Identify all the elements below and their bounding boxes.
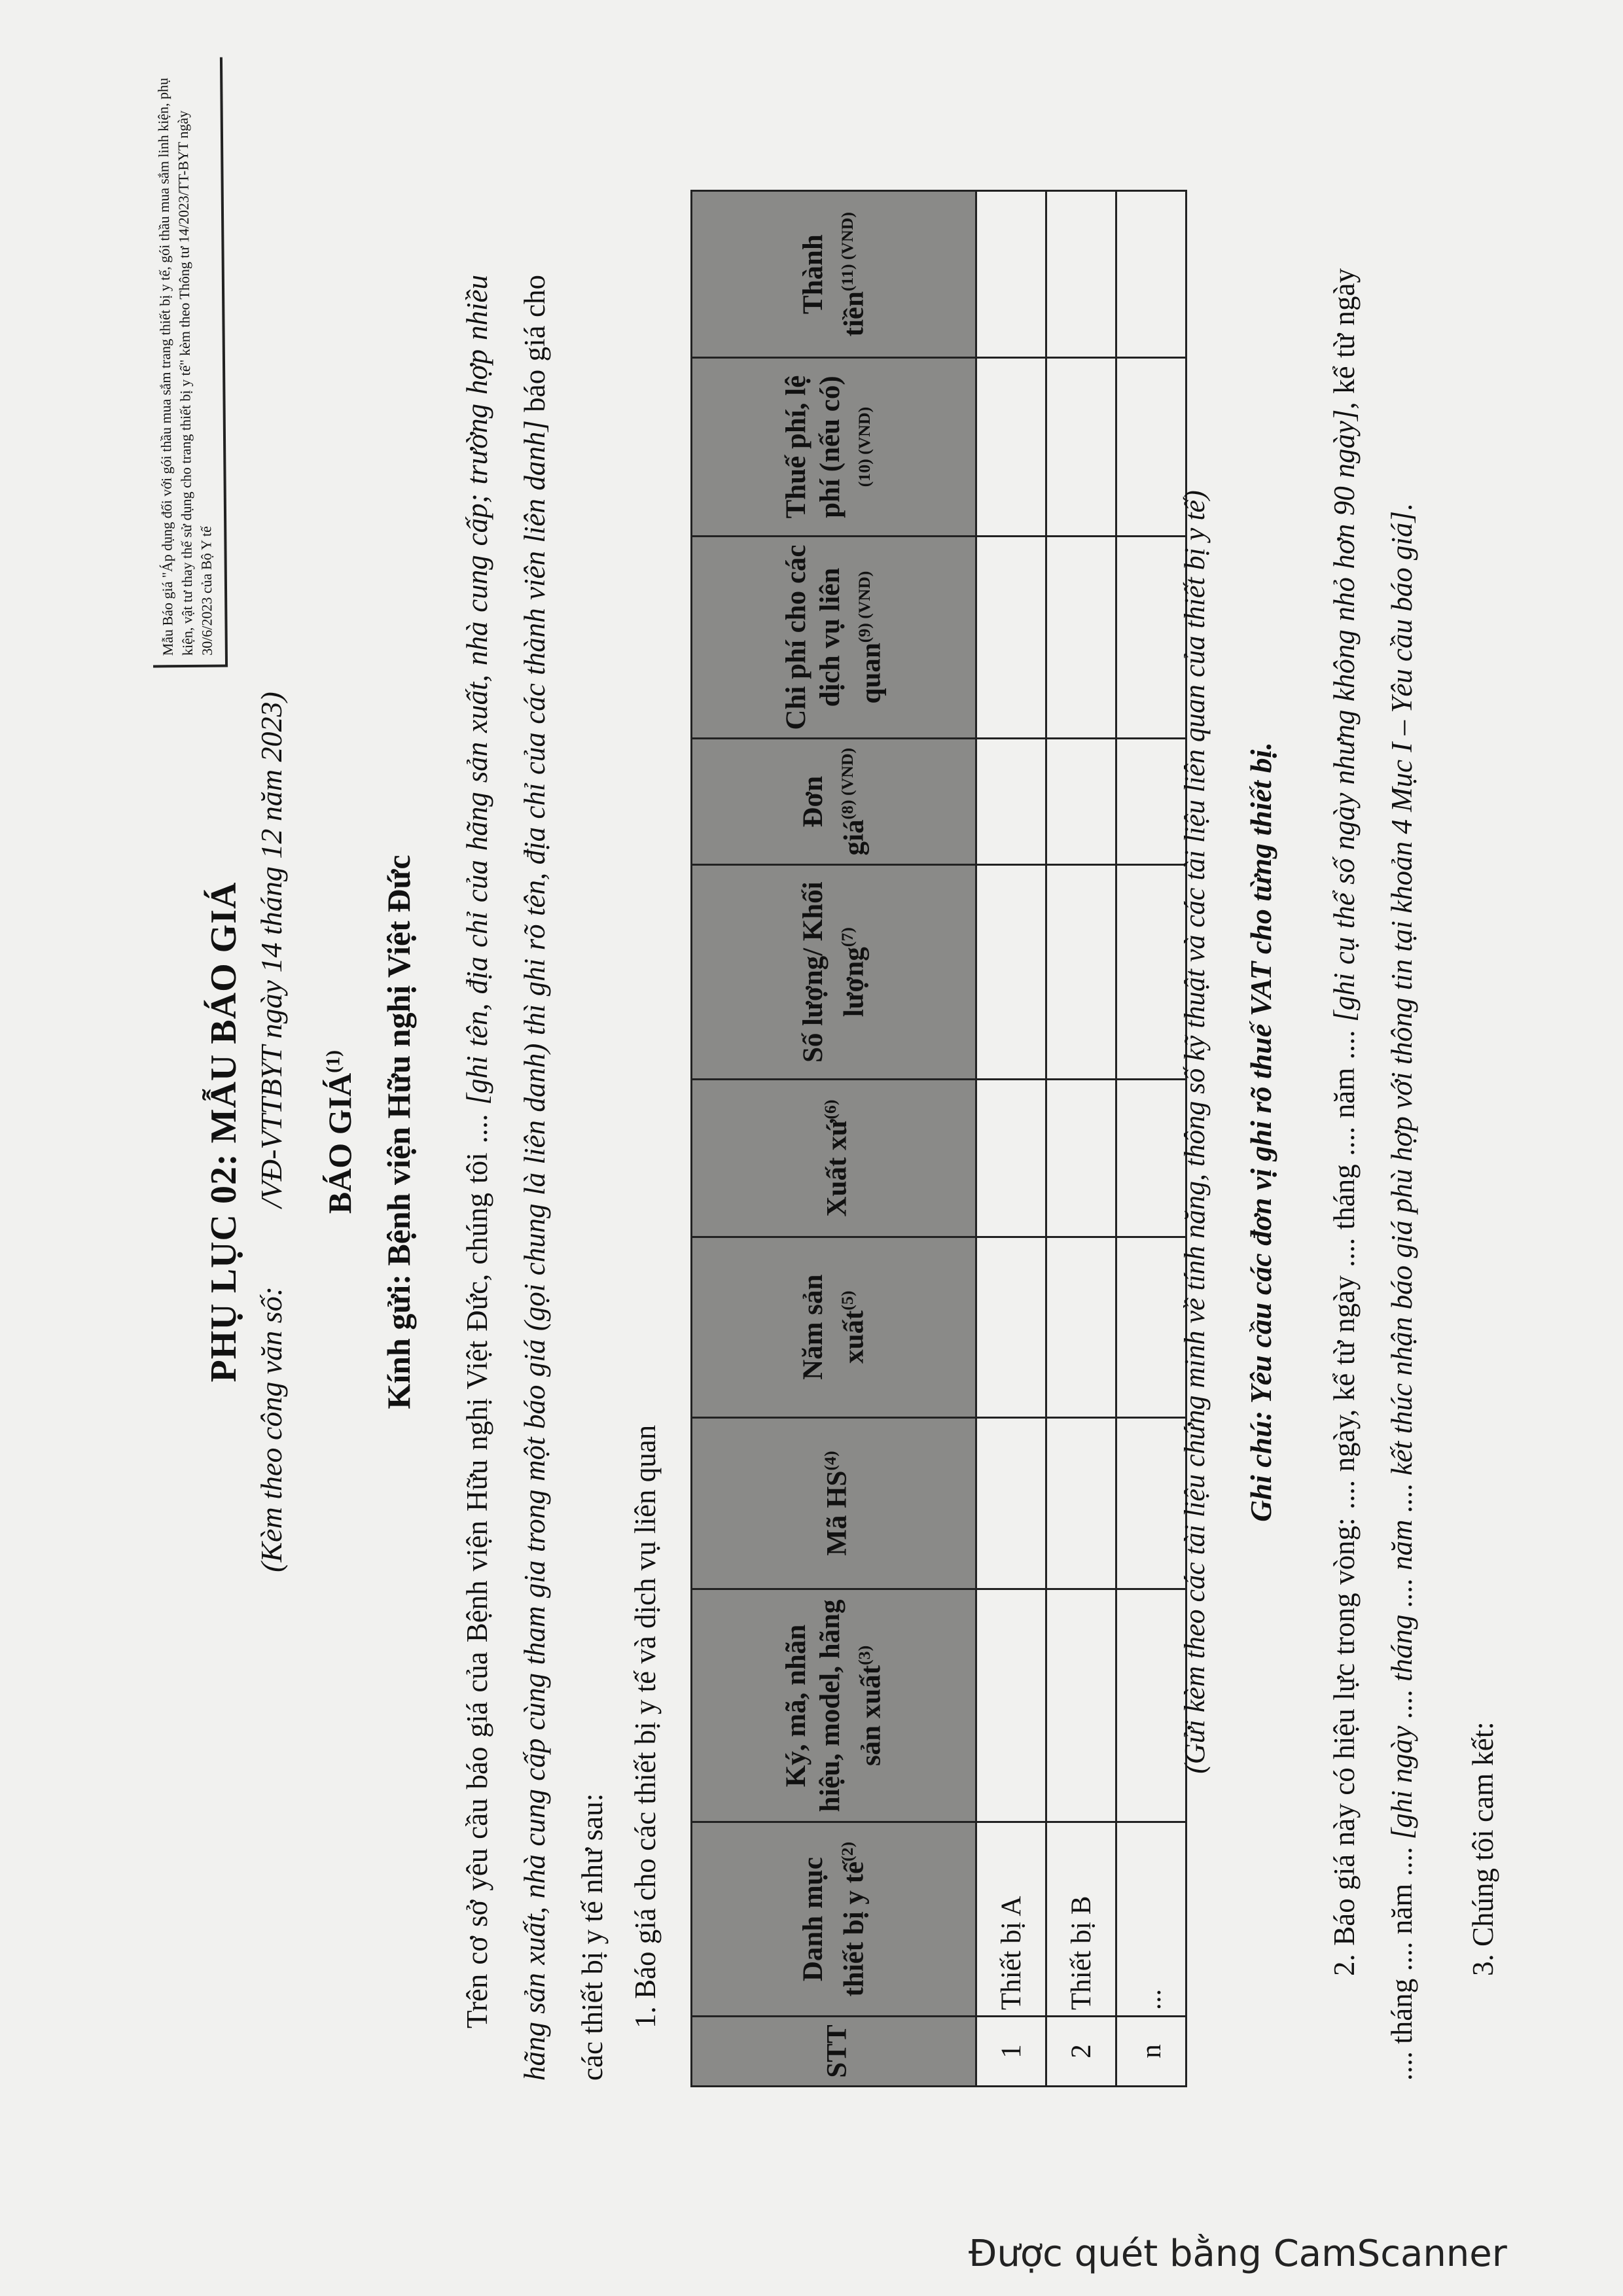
document-sheet	[105, 52, 1610, 2212]
table-header-cell	[692, 2017, 976, 2087]
empty-cell	[976, 1417, 1046, 1589]
table-header-cell	[692, 1822, 976, 2017]
empty-cell	[1046, 1237, 1116, 1417]
empty-cell	[1046, 865, 1116, 1080]
header-footnote: (11) (VND)	[837, 212, 857, 292]
table-header-cell	[692, 191, 976, 358]
intro-paragraph	[448, 275, 621, 2081]
header-footnote: (4)	[820, 1451, 840, 1471]
header-footnote: (3)	[854, 1645, 874, 1665]
subtitle-left: (Kèm theo công văn số:	[255, 1286, 288, 1572]
intro-end: báo giá cho các thiết bị y tế như sau:	[518, 275, 609, 2081]
header-label: Mã HS	[821, 1470, 853, 1556]
section-1-heading: 1. Báo giá cho các thiết bị y tế và dịch vụ liên quan	[629, 1424, 662, 2028]
table-row	[1116, 191, 1186, 2087]
row-number: 1	[976, 2017, 1046, 2087]
table-header-cell	[692, 865, 976, 1080]
empty-cell	[1116, 865, 1186, 1080]
empty-cell	[976, 1080, 1046, 1237]
commitment-heading: 3. Chúng tôi cam kết:	[1467, 1722, 1499, 1976]
empty-cell	[1046, 191, 1116, 358]
form-note-text: Mẫu Báo giá "Áp dụng đối với gói thầu mua sắm trang thiết bị y tế, gói thầu mua sắm linh kiện, phụ kiện, vật tư thay thế sử dụng cho trang thiết bị y tế" kèm theo Thông tư 14/2023/TT-BYT ngày 30/6/2023 của Bộ Y tế	[154, 77, 215, 656]
document-subtitle	[254, 52, 289, 2212]
table-row	[1046, 191, 1116, 2087]
empty-cell	[1046, 1417, 1116, 1589]
header-label: Ký, mã, nhãn hiệu, model, hãng sản xuất	[780, 1599, 887, 1812]
header-footnote: (7)	[837, 927, 857, 947]
header-label: Chi phí cho các dịch vụ liên quan	[780, 544, 887, 730]
row-number: 2	[1046, 2017, 1116, 2087]
quote-table	[690, 190, 1187, 2087]
document-title: PHỤ LỤC 02: MẪU BÁO GIÁ	[204, 881, 244, 1383]
table-header-cell	[692, 1080, 976, 1237]
empty-cell	[1116, 536, 1186, 739]
empty-cell	[1116, 1080, 1186, 1237]
validity-end: .	[1385, 503, 1418, 511]
empty-cell	[1116, 1589, 1186, 1822]
empty-cell	[976, 191, 1046, 358]
validity-italic-1: [ghi cụ thể số ngày nhưng không nhỏ hơn 90 ngày]	[1328, 409, 1361, 1022]
empty-cell	[1046, 536, 1116, 739]
empty-cell	[976, 358, 1046, 536]
empty-cell	[1046, 1589, 1116, 1822]
empty-cell	[1116, 1237, 1186, 1417]
vat-note: Ghi chú: Yêu cầu các đơn vị ghi rõ thuế VAT cho từng thiết bị.	[1244, 742, 1277, 1522]
row-number: n	[1116, 2017, 1186, 2087]
header-label: Thành tiền	[797, 234, 870, 337]
recipient-line: Kính gửi: Bệnh viện Hữu nghị Việt Đức	[380, 855, 417, 1409]
header-label: Danh mục thiết bị y tế	[797, 1857, 870, 1997]
heading-text: BÁO GIÁ	[321, 1072, 358, 1214]
empty-cell	[1116, 1417, 1186, 1589]
empty-cell	[1046, 739, 1116, 865]
header-footnote: (8) (VND)	[837, 747, 857, 820]
intro-italic: [ghi tên, địa chỉ của hãng sản xuất, nhà cung cấp; trường hợp nhiều hãng sản xuất, nhà cung cấp cùng tham gia trong một báo giá (gọi chung là liên danh) thì ghi rõ tên, địa chỉ của các thành viên liên danh]	[461, 275, 551, 2081]
empty-cell	[976, 536, 1046, 739]
empty-cell	[1046, 358, 1116, 536]
header-footnote: (10) (VND)	[854, 406, 874, 487]
header-footnote: (9) (VND)	[854, 571, 874, 643]
header-footnote: (2)	[837, 1841, 857, 1862]
table-header-cell	[692, 536, 976, 739]
header-footnote: (6)	[820, 1099, 840, 1120]
subtitle-right: /VĐ-VTTBYT ngày 14 tháng 12 năm 2023)	[255, 692, 288, 1208]
table-row	[976, 191, 1046, 2087]
empty-cell	[976, 1589, 1046, 1822]
heading-footnote: (1)	[322, 1050, 344, 1073]
device-name: ...	[1116, 1822, 1186, 2017]
table-header-cell	[692, 1237, 976, 1417]
validity-plain-2: , kể từ ngày .... tháng .... năm ....	[1328, 268, 1418, 2081]
device-name: Thiết bị A	[976, 1822, 1046, 2017]
empty-cell	[1116, 191, 1186, 358]
header-label: STT	[821, 2024, 853, 2078]
scanner-watermark: Được quét bằng CamScanner	[969, 2233, 1507, 2275]
header-footnote: (5)	[837, 1290, 857, 1311]
attachment-note: (Gửi kèm theo các tài liệu chứng minh về tính năng, thông số kỹ thuật và các tài liệu liên quan của thiết bị y tế)	[1179, 490, 1211, 1774]
validity-italic-2: [ghi ngày .... tháng .... năm .... kết thúc nhận báo giá phù hợp với thông tin tại khoản 4 Mục I – Yêu cầu báo giá]	[1385, 510, 1418, 1840]
header-label: Thuế phí, lệ phí (nếu có)	[780, 375, 846, 519]
empty-cell	[976, 865, 1046, 1080]
device-name: Thiết bị B	[1046, 1822, 1116, 2017]
table-body	[976, 191, 1186, 2087]
quote-heading	[321, 52, 359, 2212]
header-label: Đơn giá	[797, 775, 870, 856]
header-label: Xuất xứ	[821, 1119, 853, 1217]
empty-cell	[1116, 739, 1186, 865]
empty-cell	[976, 1237, 1046, 1417]
intro-plain: Trên cơ sở yêu cầu báo giá của Bệnh viện Hữu nghị Việt Đức, chúng tôi ....	[461, 1104, 493, 2028]
empty-cell	[976, 739, 1046, 865]
table-header-cell	[692, 739, 976, 865]
table-header-cell	[692, 1589, 976, 1822]
table-header-row	[692, 191, 976, 2087]
table-header-cell	[692, 1417, 976, 1589]
empty-cell	[1046, 1080, 1116, 1237]
empty-cell	[1116, 358, 1186, 536]
header-label: Năm sản xuất	[797, 1274, 870, 1380]
table-header-cell	[692, 358, 976, 536]
validity-plain-1: 2. Báo giá này có hiệu lực trong vòng: .... ngày, kể từ ngày .... tháng .... năm ....	[1328, 1021, 1361, 1976]
header-label: Số lượng/ Khối lượng	[797, 881, 870, 1063]
validity-paragraph	[1315, 268, 1431, 2081]
